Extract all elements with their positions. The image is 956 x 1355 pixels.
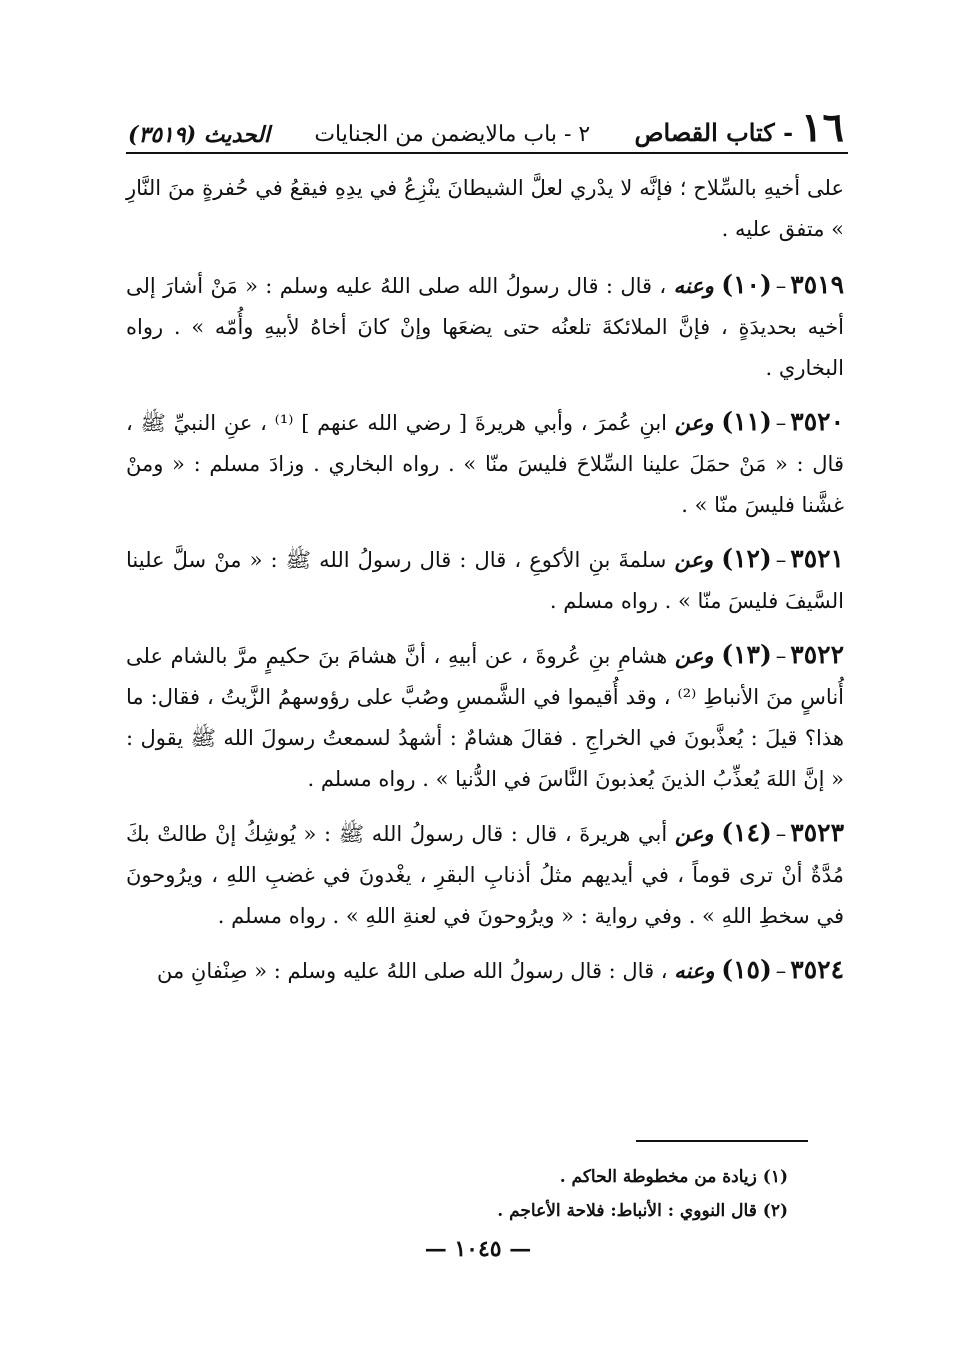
running-header	[128, 102, 844, 151]
hadith-seq: (١١)	[721, 407, 772, 436]
hadith-narrator: وعن	[674, 643, 714, 668]
hadith-narrator: وعن	[674, 821, 714, 846]
hadith-number: ٣٥١٩	[790, 270, 844, 299]
hadith-3522: ٣٥٢٢–(١٣) وعن هشامِ بنِ عُروةَ ، عن أبيهِ ، أنَّ هشامَ بنَ حكيمٍ مرَّ بالشام على أُناسٍ منَ الأنباطِ ⁽²⁾ ، وقد أُقيموا في الشَّمسِ وصُبَّ على رؤوسهمُ الزَّيتُ ، فقال: ما هذا؟ قيلَ : يُعذَّبونَ في الخراجِ . فقالَ هشامٌ : أشهدُ لسمعتُ رسولَ الله ﷺ يقول : « إنَّ اللهَ يُعذِّبُ الذينَ يُعذبونَ النَّاسَ في الدُّنيا » . رواه مسلم .	[126, 640, 844, 791]
hadith-number: ٣٥٢٠	[790, 407, 844, 436]
hadith-narrator: وعنه	[673, 273, 714, 298]
header-page-number: ١٦	[801, 104, 844, 151]
hadith-3523: ٣٥٢٣–(١٤) وعن أبي هريرةَ ، قال : قال رسولُ الله ﷺ : « يُوشِكُ إنْ طالتْ بكَ مُدَّةٌ أنْ ترى قوماً ، في أيديهم مثلُ أذنابِ البقرِ ، يغْدونَ في غضبِ اللهِ ، ويرُوحونَ في سخطِ اللهِ » . وفي رواية : « ويرُوحونَ في لعنةِ اللهِ » . رواه مسلم .	[126, 818, 844, 928]
hadith-text: ، قال : قال رسولُ الله صلى اللهُ عليه وسلم : « صِنْفانِ من	[157, 959, 668, 983]
hadith-text: سلمةَ بنِ الأكوعِ ، قال : قال رسولُ الله ﷺ : « منْ سلَّ علينا السَّيفَ فليسَ منّا » . رواه مسلم .	[126, 548, 844, 613]
main-text	[126, 168, 844, 1004]
hadith-seq: (١٥)	[721, 955, 772, 984]
hadith-text: ، قال : قال رسولُ الله صلى اللهُ عليه وسلم : « مَنْ أشارَ إلى أخيه بحديدَةٍ ، فإنَّ الملائكةَ تلعنُه حتى يضعَها وإنْ كانَ أخاهُ لأبيهِ وأُمّه » . رواه البخاري .	[126, 274, 844, 380]
footnote-1: (١) زيادة من مخطوطة الحاكم .	[559, 1167, 788, 1187]
header-rule	[126, 152, 848, 154]
footnote-rule	[636, 1140, 808, 1142]
hadith-text: هشامِ بنِ عُروةَ ، عن أبيهِ ، أنَّ هشامَ بنَ حكيمٍ مرَّ بالشام على أُناسٍ منَ الأنباطِ ⁽²⁾ ، وقد أُقيموا في الشَّمسِ وصُبَّ على رؤوسهمُ الزَّيتُ ، فقال: ما هذا؟ قيلَ : يُعذَّبونَ في الخراجِ . فقالَ هشامٌ : أشهدُ لسمعتُ رسولَ الله ﷺ يقول : « إنَّ اللهَ يُعذِّبُ الذينَ يُعذبونَ النَّاسَ في الدُّنيا » . رواه مسلم .	[126, 644, 844, 791]
hadith-narrator: وعن	[674, 547, 714, 572]
hadith-seq: (١٢)	[721, 544, 772, 573]
hadith-3521: ٣٥٢١–(١٢) وعن سلمةَ بنِ الأكوعِ ، قال : قال رسولُ الله ﷺ : « منْ سلَّ علينا السَّيفَ فليسَ منّا » . رواه مسلم .	[126, 544, 844, 613]
hadith-number: ٣٥٢٤	[790, 955, 844, 984]
header-book	[634, 104, 844, 151]
header-chapter: ٢ - باب مالايضمن من الجنايات	[314, 121, 591, 147]
header-hadith-range: الحديث (٣٥١٩)	[128, 121, 271, 148]
hadith-3520: ٣٥٢٠–(١١) وعن ابنِ عُمرَ ، وأبي هريرةَ [ رضي الله عنهم ] ⁽¹⁾ ، عنِ النبيِّ ﷺ ، قال : « مَنْ حمَلَ علينا السِّلاحَ فليسَ منّا » . رواه البخاري . وزادَ مسلم : « ومنْ غشَّنا فليسَ منّا » .	[126, 407, 844, 517]
hadith-seq: (١٤)	[721, 818, 772, 847]
hadith-text: ابنِ عُمرَ ، وأبي هريرةَ [ رضي الله عنهم ] ⁽¹⁾ ، عنِ النبيِّ ﷺ ، قال : « مَنْ حمَلَ علينا السِّلاحَ فليسَ منّا » . رواه البخاري . وزادَ مسلم : « ومنْ غشَّنا فليسَ منّا » .	[126, 411, 844, 517]
hadith-narrator: وعنه	[674, 958, 715, 983]
hadith-number: ٣٥٢٣	[790, 818, 844, 847]
hadith-seq: (١٣)	[721, 640, 772, 669]
hadith-number: ٣٥٢١	[790, 544, 844, 573]
footnote-2: (٢) قال النووي : الأنباط: فلاحة الأعاجم .	[497, 1201, 788, 1221]
hadith-text: أبي هريرةَ ، قال : قال رسولُ الله ﷺ : « يُوشِكُ إنْ طالتْ بكَ مُدَّةٌ أنْ ترى قوماً ، في أيديهم مثلُ أذنابِ البقرِ ، يغْدونَ في غضبِ اللهِ ، ويرُوحونَ في سخطِ اللهِ » . وفي رواية : « ويرُوحونَ في لعنةِ اللهِ » . رواه مسلم .	[126, 822, 844, 928]
hadith-number: ٣٥٢٢	[790, 640, 844, 669]
hadith-3524: ٣٥٢٤–(١٥) وعنه ، قال : قال رسولُ الله صلى اللهُ عليه وسلم : « صِنْفانِ من	[157, 955, 844, 984]
hadith-3519: ٣٥١٩–(١٠) وعنه ، قال : قال رسولُ الله صلى اللهُ عليه وسلم : « مَنْ أشارَ إلى أخيه بحديدَةٍ ، فإنَّ الملائكةَ تلعنُه حتى يضعَها وإنْ كانَ أخاهُ لأبيهِ وأُمّه » . رواه البخاري .	[126, 270, 844, 380]
hadith-narrator: وعن	[674, 410, 714, 435]
hadith-seq: (١٠)	[721, 270, 772, 299]
footnotes	[126, 1160, 788, 1228]
header-book-title: - كتاب القصاص	[634, 118, 794, 148]
page-folio: — ١٠٤٥ —	[424, 1236, 532, 1262]
continuation-paragraph: على أخيهِ بالسِّلاح ؛ فإنَّه لا يدْري لعلَّ الشيطانَ ينْزِعُ في يدِهِ فيقعُ في حُفرةٍ منَ النَّارِ » متفق عليه .	[126, 176, 844, 241]
